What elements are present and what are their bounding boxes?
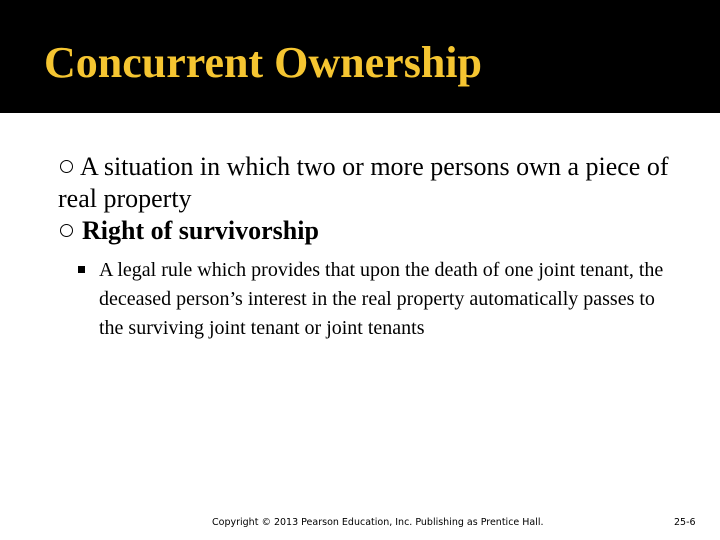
square-bullet-icon	[78, 266, 85, 273]
bullet-text-bold: Right of survivorship	[82, 216, 319, 245]
bullet-item	[60, 151, 700, 215]
hollow-circle-bullet-icon	[60, 160, 73, 173]
sub-bullet-item	[78, 256, 678, 343]
bullet-text: A situation in which two or more persons own a piece of real property	[58, 152, 669, 213]
bullet-item	[60, 215, 700, 247]
sub-bullet-text: A legal rule which provides that upon the death of one joint tenant, the deceased person’s interest in the real property automatically passes to the surviving joint tenant or joint tenants	[99, 259, 664, 339]
footer-page-number: 25-6	[674, 517, 696, 528]
slide-title: Concurrent Ownership	[44, 38, 482, 87]
hollow-circle-bullet-icon	[60, 224, 73, 237]
footer-copyright: Copyright © 2013 Pearson Education, Inc. Publishing as Prentice Hall.	[212, 517, 544, 528]
